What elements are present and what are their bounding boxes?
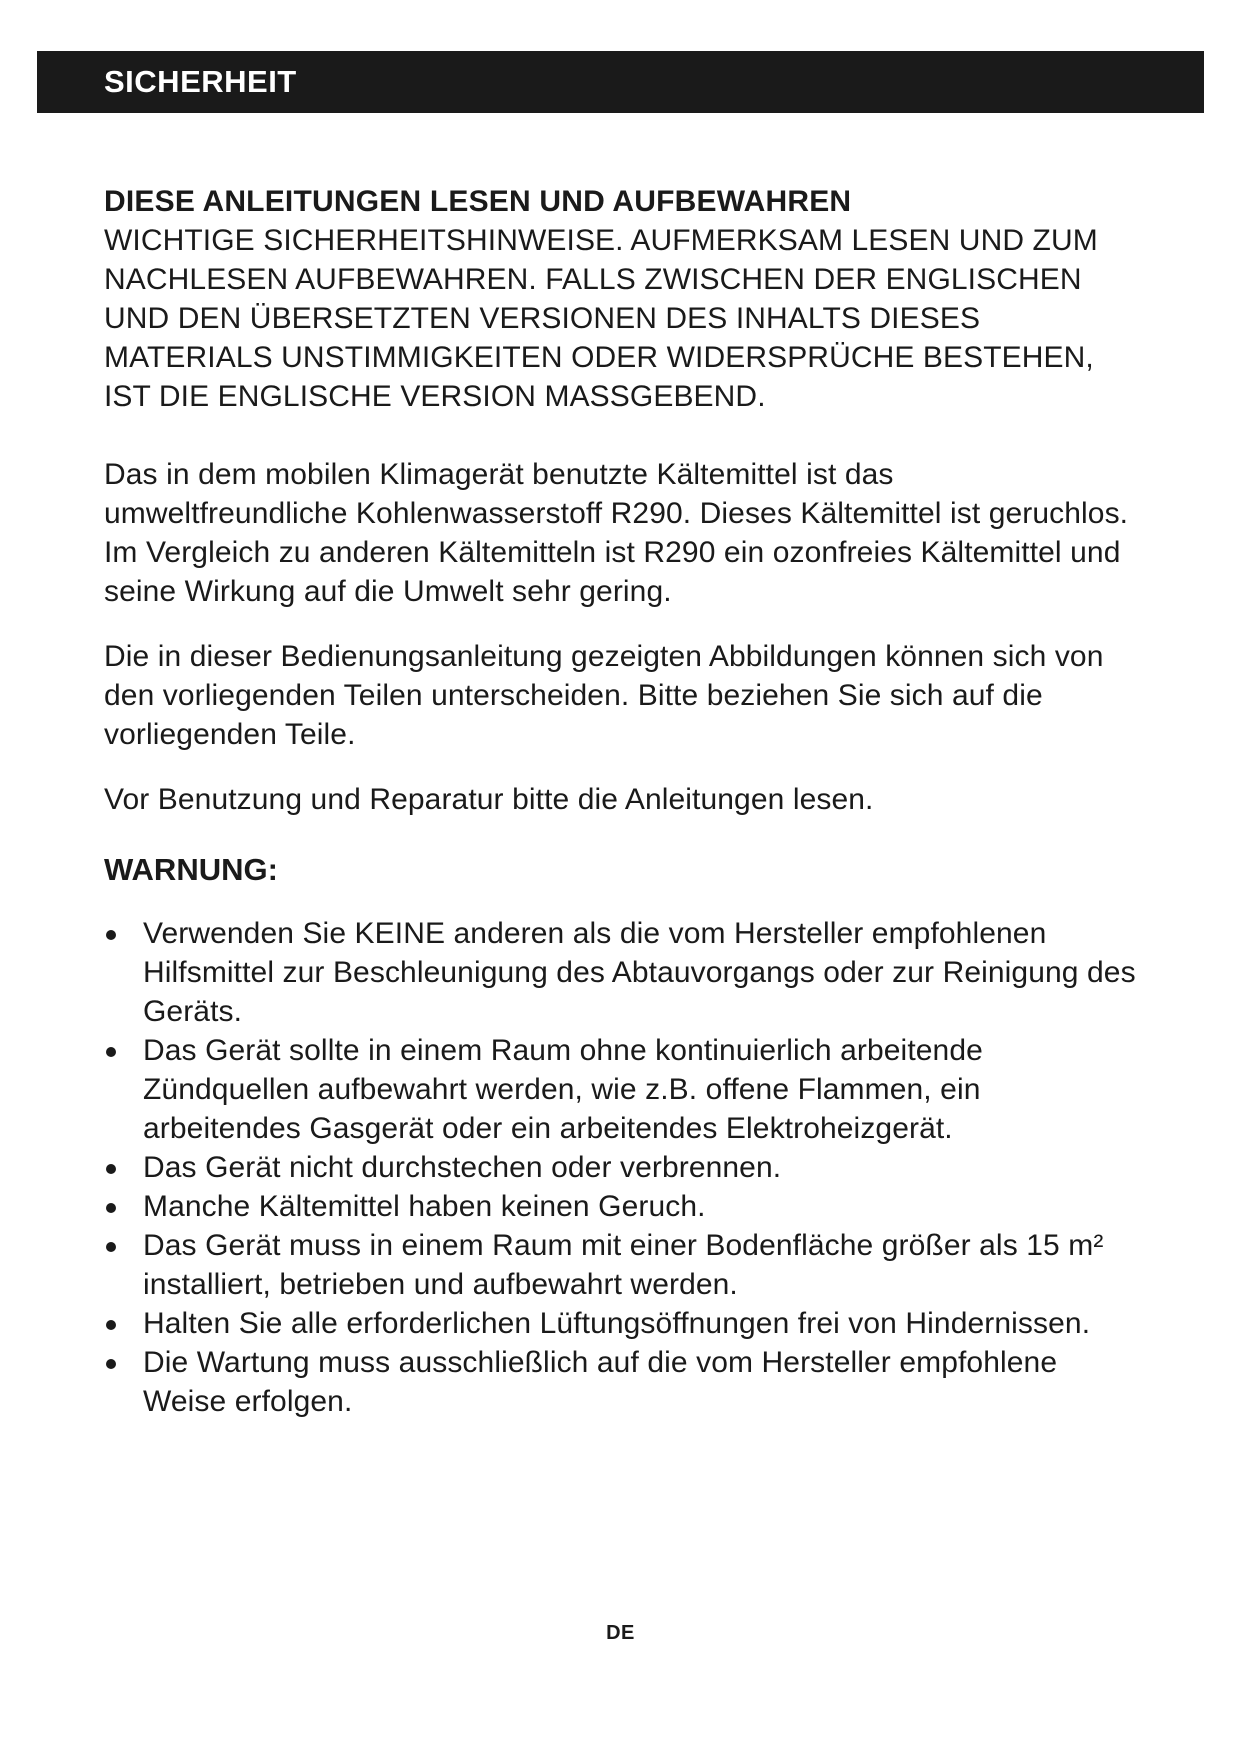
- warning-item: [104, 1343, 1144, 1421]
- language-code: DE: [606, 1622, 635, 1644]
- warning-item: [104, 1031, 1144, 1148]
- page-content: [104, 182, 1144, 1421]
- warning-item: [104, 1304, 1144, 1343]
- bullet-icon: [106, 1203, 116, 1213]
- section-header-bar: [37, 51, 1204, 113]
- warning-heading: WARNUNG:: [104, 852, 278, 887]
- bullet-icon: [106, 930, 116, 940]
- illustrations-paragraph: Die in dieser Bedienungsanleitung gezeigten Abbildungen können sich von den vorliegenden Teilen unterscheiden. Bitte beziehen Sie sich auf die vorliegenden Teile.: [104, 640, 1104, 751]
- warning-item-text: Das Gerät nicht durchstechen oder verbrennen.: [143, 1151, 782, 1184]
- bullet-icon: [106, 1047, 116, 1057]
- warning-item-text: Das Gerät sollte in einem Raum ohne kontinuierlich arbeitende Zündquellen aufbewahrt werden, wie z.B. offene Flammen, ein arbeitendes Gasgerät oder ein arbeitendes Elektroheizgerät.: [143, 1034, 983, 1145]
- bullet-icon: [106, 1242, 116, 1252]
- warning-item-text: Das Gerät muss in einem Raum mit einer Bodenfläche größer als 15 m² installiert, betrieben und aufbewahrt werden.: [143, 1229, 1104, 1301]
- intro-notice: WICHTIGE SICHERHEITSHINWEISE. AUFMERKSAM LESEN UND ZUM NACHLESEN AUFBEWAHREN. FALLS ZWISCHEN DER ENGLISCHEN UND DEN ÜBERSETZTEN VERSIONEN DES INHALTS DIESES MATERIALS UNSTIMMIGKEITEN ODER WIDERSPRÜCHE BESTEHEN, IST DIE ENGLISCHE VERSION MASSGEBEND.: [104, 224, 1098, 413]
- warning-item: [104, 1187, 1144, 1226]
- warning-list: [104, 914, 1144, 1421]
- read-instructions-paragraph: Vor Benutzung und Reparatur bitte die Anleitungen lesen.: [104, 783, 874, 816]
- intro-heading: DIESE ANLEITUNGEN LESEN UND AUFBEWAHREN: [104, 185, 852, 218]
- bullet-icon: [106, 1359, 116, 1369]
- bullet-icon: [106, 1320, 116, 1330]
- warning-item-text: Halten Sie alle erforderlichen Lüftungsöffnungen frei von Hindernissen.: [143, 1307, 1091, 1340]
- bullet-icon: [106, 1164, 116, 1174]
- section-title: SICHERHEIT: [104, 64, 297, 99]
- refrigerant-paragraph: Das in dem mobilen Klimagerät benutzte Kältemittel ist das umweltfreundliche Kohlenwasserstoff R290. Dieses Kältemittel ist geruchlos. Im Vergleich zu anderen Kältemitteln ist R290 ein ozonfreies Kältemittel und seine Wirkung auf die Umwelt sehr gering.: [104, 458, 1129, 608]
- warning-item: [104, 914, 1144, 1031]
- warning-item-text: Manche Kältemittel haben keinen Geruch.: [143, 1190, 706, 1223]
- warning-item: [104, 1226, 1144, 1304]
- warning-item-text: Verwenden Sie KEINE anderen als die vom Hersteller empfohlenen Hilfsmittel zur Beschleunigung des Abtauvorgangs oder zur Reinigung des Geräts.: [143, 917, 1136, 1028]
- warning-item: [104, 1148, 1144, 1187]
- warning-item-text: Die Wartung muss ausschließlich auf die vom Hersteller empfohlene Weise erfolgen.: [143, 1346, 1058, 1418]
